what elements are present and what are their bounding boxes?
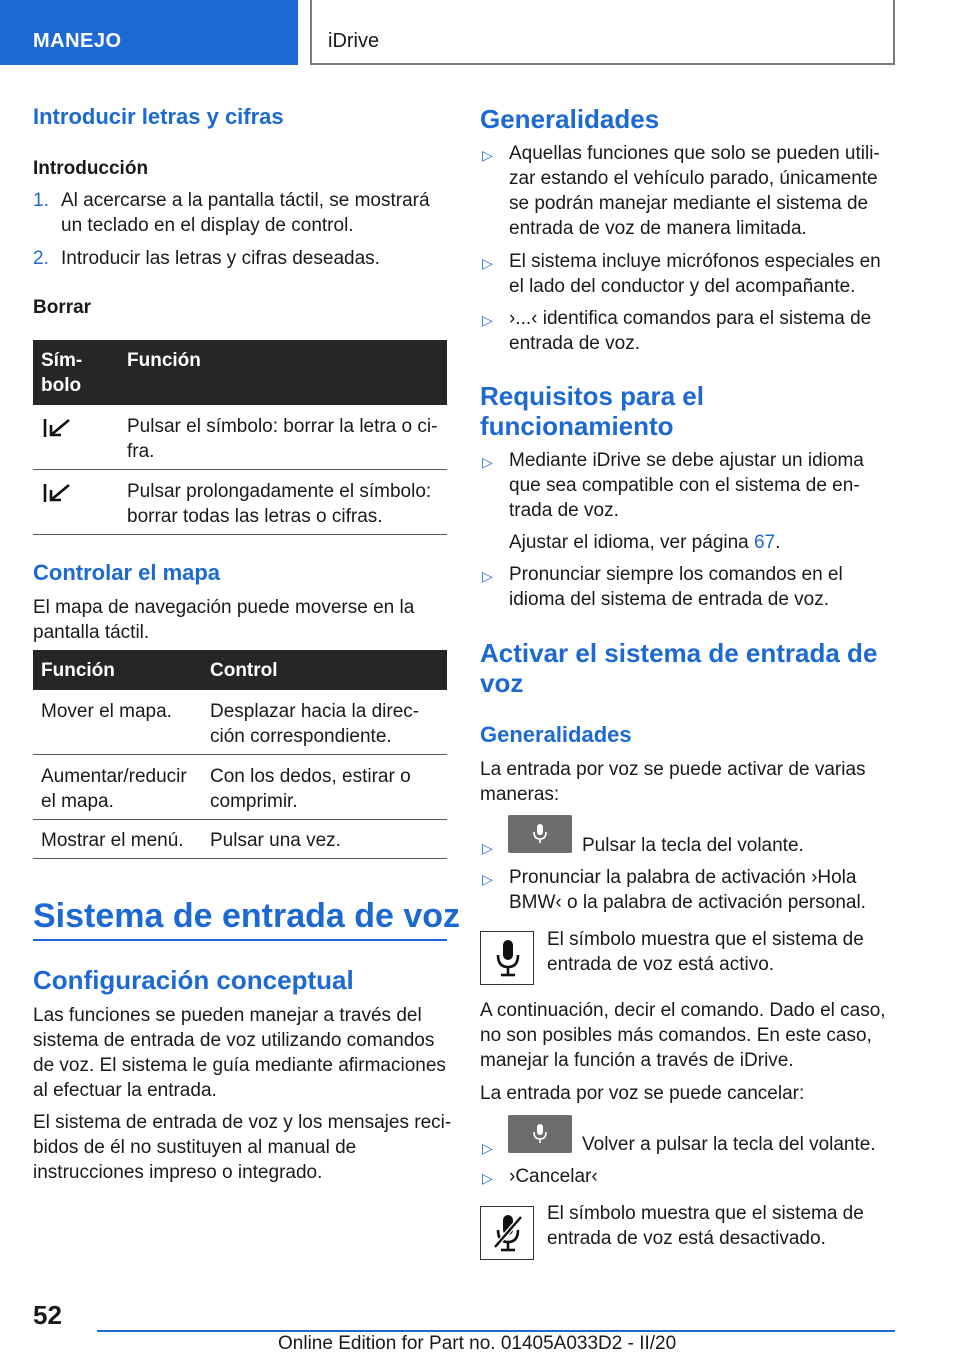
- table-row: [33, 690, 447, 755]
- bullet-triangle-icon: ▷: [482, 1140, 493, 1156]
- bullet-triangle-icon: ▷: [482, 454, 493, 470]
- step-text: Introducir las letras y cifras deseadas.: [61, 248, 380, 269]
- bullet-triangle-icon: ▷: [482, 312, 493, 328]
- list-item: Pronunciar la palabra de activación ›Hola BMW‹ o la palabra de activación personal.: [509, 867, 866, 913]
- inactive-symbol-text: El símbolo muestra que el sistema de entrada de voz está desactivado.: [547, 1203, 864, 1249]
- microphone-icon: [532, 823, 548, 845]
- step-number: 1.: [33, 190, 49, 211]
- edition-text: Online Edition for Part no. 01405A033D2 - II/20: [278, 1333, 677, 1354]
- table-row: [33, 405, 447, 470]
- heading-general: Generalidades: [480, 104, 660, 134]
- row-function: Mostrar el menú.: [41, 830, 184, 851]
- cancel-paragraph: La entrada por voz se puede cancelar:: [480, 1083, 805, 1104]
- section-tab: [0, 0, 298, 65]
- heading-map: Controlar el mapa: [33, 560, 221, 585]
- row-text: Pulsar el símbolo: borrar la letra o ci- fra.: [127, 416, 438, 462]
- map-paragraph: El mapa de navegación puede moverse en la pantalla táctil.: [33, 597, 415, 643]
- page-reference: Ajustar el idioma, ver página 67.: [509, 532, 781, 553]
- header-function: Función: [127, 350, 201, 371]
- row-control: Desplazar hacia la direc- ción correspondiente.: [210, 701, 420, 747]
- footer-rule: [97, 1330, 895, 1332]
- step-number: 2.: [33, 248, 49, 269]
- bullet-triangle-icon: ▷: [482, 255, 493, 271]
- section-title: MANEJO: [33, 30, 122, 52]
- row-function: Mover el mapa.: [41, 701, 172, 722]
- heading-letters: Introducir letras y cifras: [33, 104, 284, 129]
- row-control: Con los dedos, estirar o comprimir.: [210, 766, 411, 812]
- heading-rule: [33, 939, 447, 941]
- heading-config: Configuración conceptual: [33, 965, 354, 995]
- heading-voice-system: Sistema de entrada de voz: [33, 897, 461, 935]
- heading-requirements: Requisitos para el funcionamiento: [480, 381, 704, 441]
- continue-paragraph: A continuación, decir el comando. Dado el caso, no son posibles más comandos. En este caso, manejar la función a través de iDrive.: [480, 1000, 886, 1071]
- active-symbol-text: El símbolo muestra que el sistema de entrada de voz está activo.: [547, 929, 864, 975]
- chapter-title: iDrive: [328, 30, 380, 52]
- table-header: [33, 340, 447, 405]
- list-item: Pronunciar siempre los comandos en el idioma del sistema de entrada de voz.: [509, 564, 843, 610]
- steering-voice-button: [508, 1115, 572, 1153]
- table-header: [33, 650, 447, 690]
- heading-general-2: Generalidades: [480, 722, 632, 747]
- microphone-active-icon: [495, 939, 521, 979]
- microphone-icon: [532, 1123, 548, 1145]
- list-item: Pulsar la tecla del volante.: [582, 835, 804, 856]
- bullet-triangle-icon: ▷: [482, 871, 493, 887]
- bullet-triangle-icon: ▷: [482, 840, 493, 856]
- header-symbol: Sím- bolo: [41, 350, 83, 396]
- borrar-title: Borrar: [33, 297, 92, 318]
- header-function: Función: [41, 660, 115, 681]
- bullet-triangle-icon: ▷: [482, 1170, 493, 1186]
- bullet-triangle-icon: ▷: [482, 568, 493, 584]
- bullet-triangle-icon: ▷: [482, 147, 493, 163]
- chapter-tab: [310, 0, 895, 65]
- config-paragraph: Las funciones se pueden manejar a través del sistema de entrada de voz utilizando comandos de voz. El sistema le guía mediante afirmaciones al efectuar la entrada.: [33, 1005, 446, 1101]
- backspace-icon: [43, 482, 71, 504]
- heading-activate: Activar el sistema de entrada de voz: [480, 638, 878, 698]
- page-link[interactable]: 67: [754, 532, 776, 553]
- microphone-off-icon: [492, 1214, 524, 1254]
- list-item: Aquellas funciones que solo se pueden utili- zar estando el vehículo parado, únicamente se podrán manejar mediante el sistema de entrada de voz de manera limitada.: [509, 143, 880, 239]
- step-text: Al acercarse a la pantalla táctil, se mostrará un teclado en el display de control.: [61, 190, 430, 236]
- page-number: 52: [33, 1300, 62, 1330]
- table-row: [33, 820, 447, 859]
- steering-voice-button: [508, 815, 572, 853]
- backspace-icon: [43, 417, 71, 439]
- list-item: ›...‹ identifica comandos para el sistema de entrada de voz.: [509, 308, 872, 354]
- config-paragraph-2: El sistema de entrada de voz y los mensajes reci- bidos de él no sustituyen al manual de instrucciones impreso o integrado.: [33, 1112, 452, 1183]
- row-text: Pulsar prolongadamente el símbolo: borrar todas las letras o cifras.: [127, 481, 432, 527]
- header-control: Control: [210, 660, 278, 681]
- voice-inactive-symbol: [480, 1206, 534, 1260]
- list-item: ›Cancelar‹: [509, 1166, 598, 1187]
- row-function: Aumentar/reducir el mapa.: [41, 766, 187, 812]
- list-item: Mediante iDrive se debe ajustar un idioma que sea compatible con el sistema de en- trada de voz.: [509, 450, 864, 521]
- voice-active-symbol: [480, 931, 534, 985]
- activate-paragraph: La entrada por voz se puede activar de varias maneras:: [480, 759, 866, 805]
- row-control: Pulsar una vez.: [210, 830, 341, 851]
- table-row: [33, 470, 447, 535]
- intro-title: Introducción: [33, 158, 149, 179]
- list-item: El sistema incluye micrófonos especiales en el lado del conductor y del acompañante.: [509, 251, 881, 297]
- table-row: [33, 755, 447, 820]
- list-item: Volver a pulsar la tecla del volante.: [582, 1134, 876, 1155]
